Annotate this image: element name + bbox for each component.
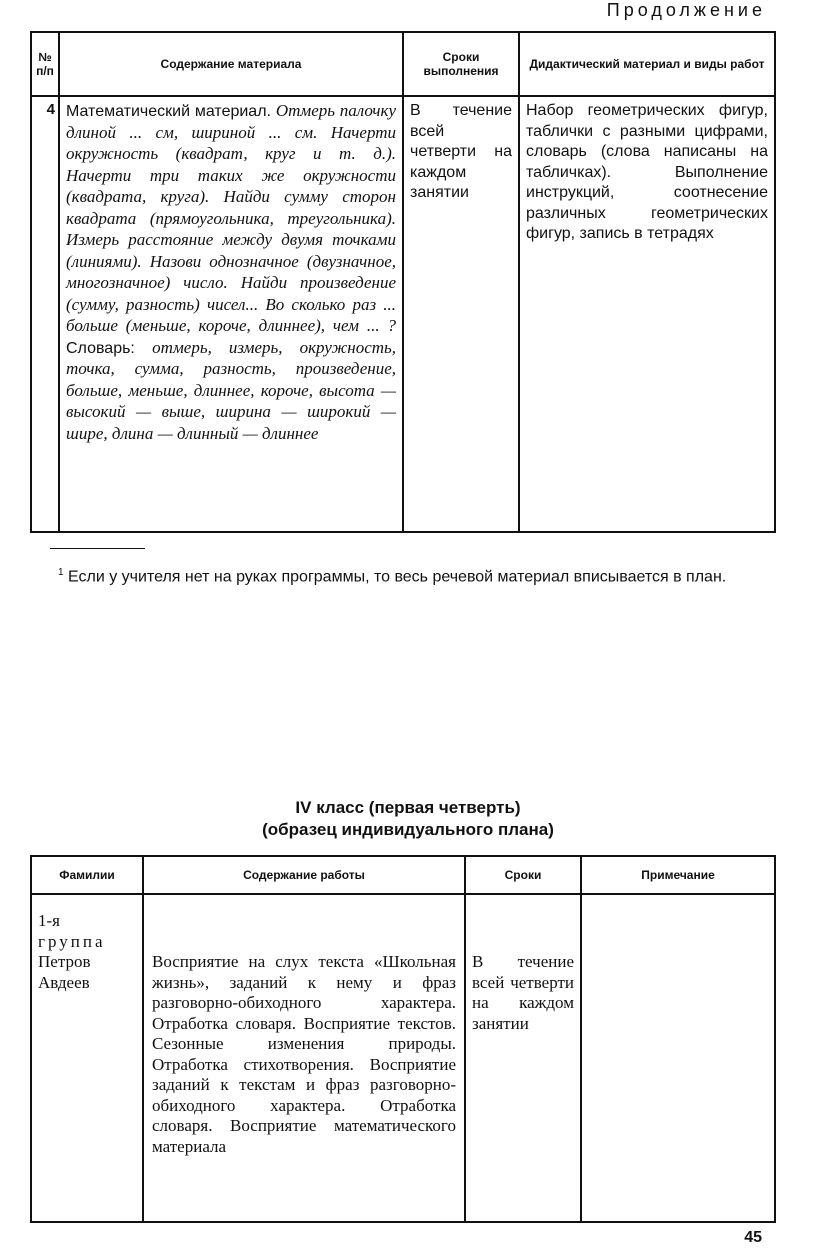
footnote-text: Если у учителя нет на руках программы, то весь речевой материал вписывается в план.	[68, 568, 727, 586]
row-work-content: Восприятие на слух текста «Школьная жизнь», заданий к нему и фраз разговорно-обиходного характера. Отработка словаря. Восприятие текстов. Сезонные изменения природы. Отработка стихотворения. Восприятие заданий к текстам и фраз разговорно-обиходного характера. Отработка словаря. Восприятие математического материала	[143, 894, 465, 1222]
footnote	[30, 562, 778, 587]
content-tasks: Отмерь палочку длиной ... см, шириной ... см. Начерти окружность (квадрат, круг и т. д.). Начерти три таких же окружности (квадрата, круга). Найди сумму сторон квадрата (прямоугольника, треугольника). Измерь расстояние между двумя точками (линиями). Назови однозначное (двузначное, многозначное) число. Найди произведение (сумму, разность) чисел... Во сколько раз ... больше (меньше, короче, длиннее), чем ... ?	[66, 101, 396, 335]
header-terms: Сроки выполнения	[403, 32, 519, 96]
row-material: Набор геометрических фигур, таблички с разными цифрами, словарь (слова написаны на табличках). Выполнение инструкций, соотнесение различных геометрических фигур, запись в тетрадях	[519, 96, 775, 532]
row-notes	[581, 894, 775, 1222]
header-names: Фамилии	[31, 856, 143, 894]
footnote-mark: 1	[58, 567, 64, 578]
row-terms: В течение всей четверти на каждом занятии	[403, 96, 519, 532]
table-row	[31, 894, 775, 1222]
student-name: Авдеев	[38, 972, 90, 992]
header-material: Дидактический материал и виды работ	[519, 32, 775, 96]
row-number: 4	[31, 96, 59, 532]
header-number: № п/п	[31, 32, 59, 96]
row-names	[31, 894, 143, 1222]
header-work-content: Содержание работы	[143, 856, 465, 894]
table-header-row	[31, 32, 775, 96]
row-content	[59, 96, 403, 532]
student-name: Петров	[38, 952, 91, 971]
material-table	[30, 31, 776, 533]
table-header-row	[31, 856, 775, 894]
section-title-line1: IV класс (первая четверть)	[295, 798, 521, 817]
content-dictionary: отмерь, измерь, окружность, точка, сумма, разность, произведение, больше, меньше, длиннее, короче, высота — высокий — выше, ширина — широкий — шире, длина — длинный — длиннее	[66, 337, 397, 443]
section-title-line2: (образец индивидуального плана)	[262, 820, 554, 839]
continuation-label: Продолжение	[606, 0, 766, 20]
row-terms: В течение всей четверти на каждом занятии	[465, 894, 581, 1222]
group-number: 1-я	[38, 911, 60, 930]
header-notes: Примечание	[581, 856, 775, 894]
table-row	[31, 96, 775, 532]
page-number: 45	[744, 1229, 762, 1246]
header-terms: Сроки	[465, 856, 581, 894]
footnote-divider	[50, 548, 145, 549]
header-content: Содержание материала	[59, 32, 403, 96]
individual-plan-table	[30, 855, 776, 1223]
content-lead: Математический материал.	[66, 103, 271, 120]
content-dictionary-label: Словарь:	[66, 339, 135, 357]
group-label: группа	[38, 931, 106, 951]
